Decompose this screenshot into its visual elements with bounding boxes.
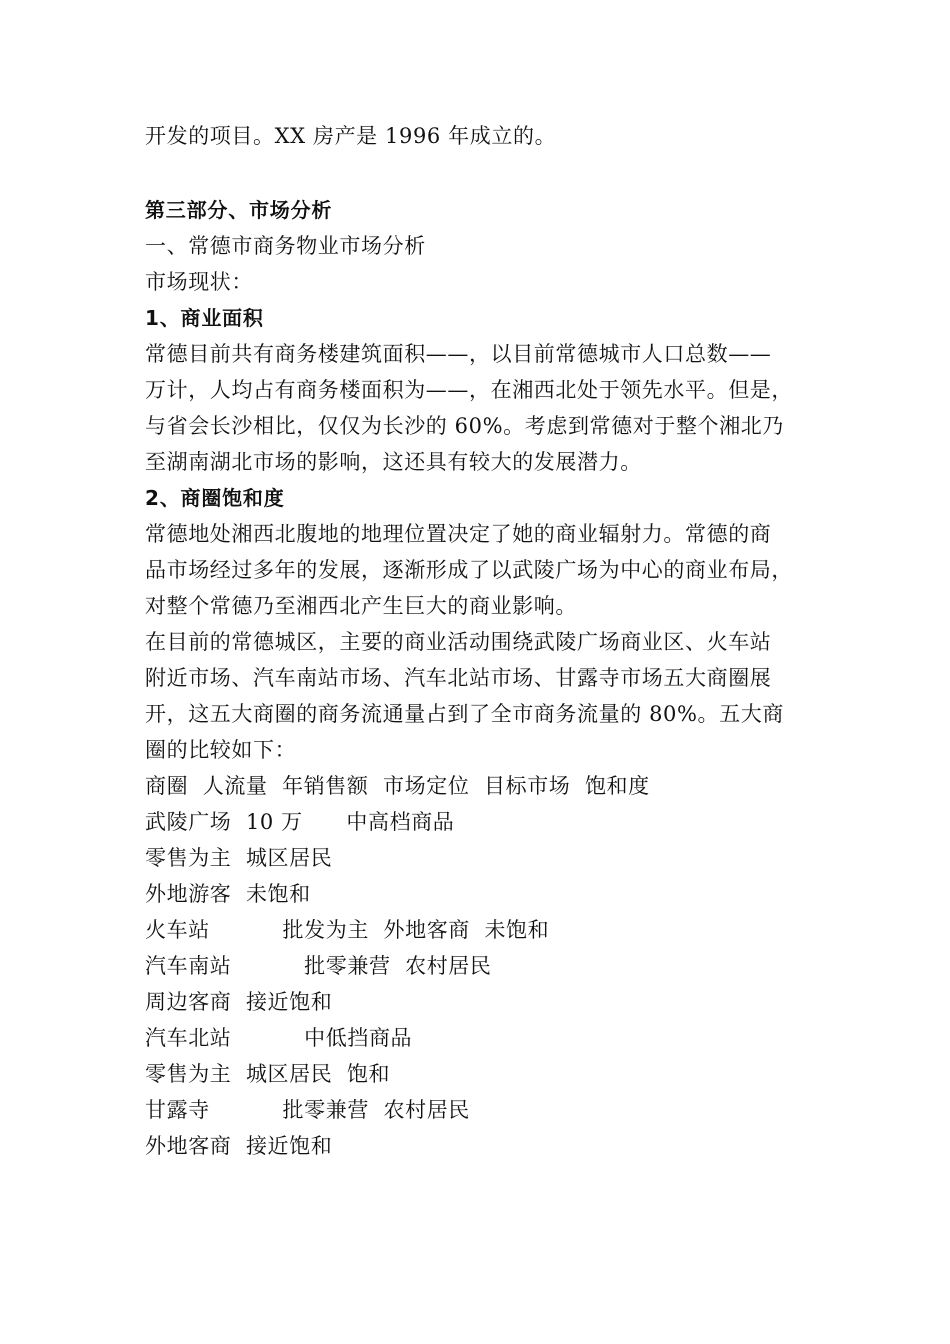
paragraph-line: 开，这五大商圈的商务流通量占到了全市商务流量的 80%。五大商 bbox=[145, 702, 784, 726]
paragraph-line: 对整个常德乃至湘西北产生巨大的商业影响。 bbox=[145, 594, 577, 618]
heading-saturation: 2、商圈饱和度 bbox=[145, 486, 285, 510]
paragraph-line: 附近市场、汽车南站市场、汽车北站市场、甘露寺市场五大商圈展 bbox=[145, 666, 772, 690]
status-label: 市场现状： bbox=[145, 270, 253, 294]
table-line: 外地客商 接近饱和 bbox=[145, 1134, 333, 1158]
paragraph-line: 与省会长沙相比，仅仅为长沙的 60%。考虑到常德对于整个湘北乃 bbox=[145, 414, 784, 438]
intro-line: 开发的项目。XX 房产是 1996 年成立的。 bbox=[145, 124, 557, 148]
paragraph-line: 常德地处湘西北腹地的地理位置决定了她的商业辐射力。常德的商 bbox=[145, 522, 772, 546]
paragraph-line: 常德目前共有商务楼建筑面积——，以目前常德城市人口总数—— bbox=[145, 342, 772, 366]
table-line: 武陵广场 10 万 中高档商品 bbox=[145, 810, 455, 834]
paragraph-line: 万计，人均占有商务楼面积为——，在湘西北处于领先水平。但是， bbox=[145, 378, 793, 402]
paragraph-line: 圈的比较如下： bbox=[145, 738, 297, 762]
table-line: 周边客商 接近饱和 bbox=[145, 990, 333, 1014]
table-line: 商圈 人流量 年销售额 市场定位 目标市场 饱和度 bbox=[145, 774, 650, 798]
table-line: 零售为主 城区居民 bbox=[145, 846, 333, 870]
subsection-title: 一、常德市商务物业市场分析 bbox=[145, 234, 426, 258]
paragraph-line: 品市场经过多年的发展，逐渐形成了以武陵广场为中心的商业布局， bbox=[145, 558, 793, 582]
table-line: 火车站 批发为主 外地客商 未饱和 bbox=[145, 918, 550, 942]
table-line: 外地游客 未饱和 bbox=[145, 882, 311, 906]
table-line: 甘露寺 批零兼营 农村居民 bbox=[145, 1098, 470, 1122]
section-title: 第三部分、市场分析 bbox=[145, 198, 333, 222]
table-line: 汽车北站 中低挡商品 bbox=[145, 1026, 413, 1050]
table-line: 汽车南站 批零兼营 农村居民 bbox=[145, 954, 492, 978]
table-line: 零售为主 城区居民 饱和 bbox=[145, 1062, 391, 1086]
paragraph-line: 在目前的常德城区，主要的商业活动围绕武陵广场商业区、火车站 bbox=[145, 630, 772, 654]
paragraph-line: 至湖南湖北市场的影响，这还具有较大的发展潜力。 bbox=[145, 450, 642, 474]
heading-commercial-area: 1、商业面积 bbox=[145, 306, 264, 330]
